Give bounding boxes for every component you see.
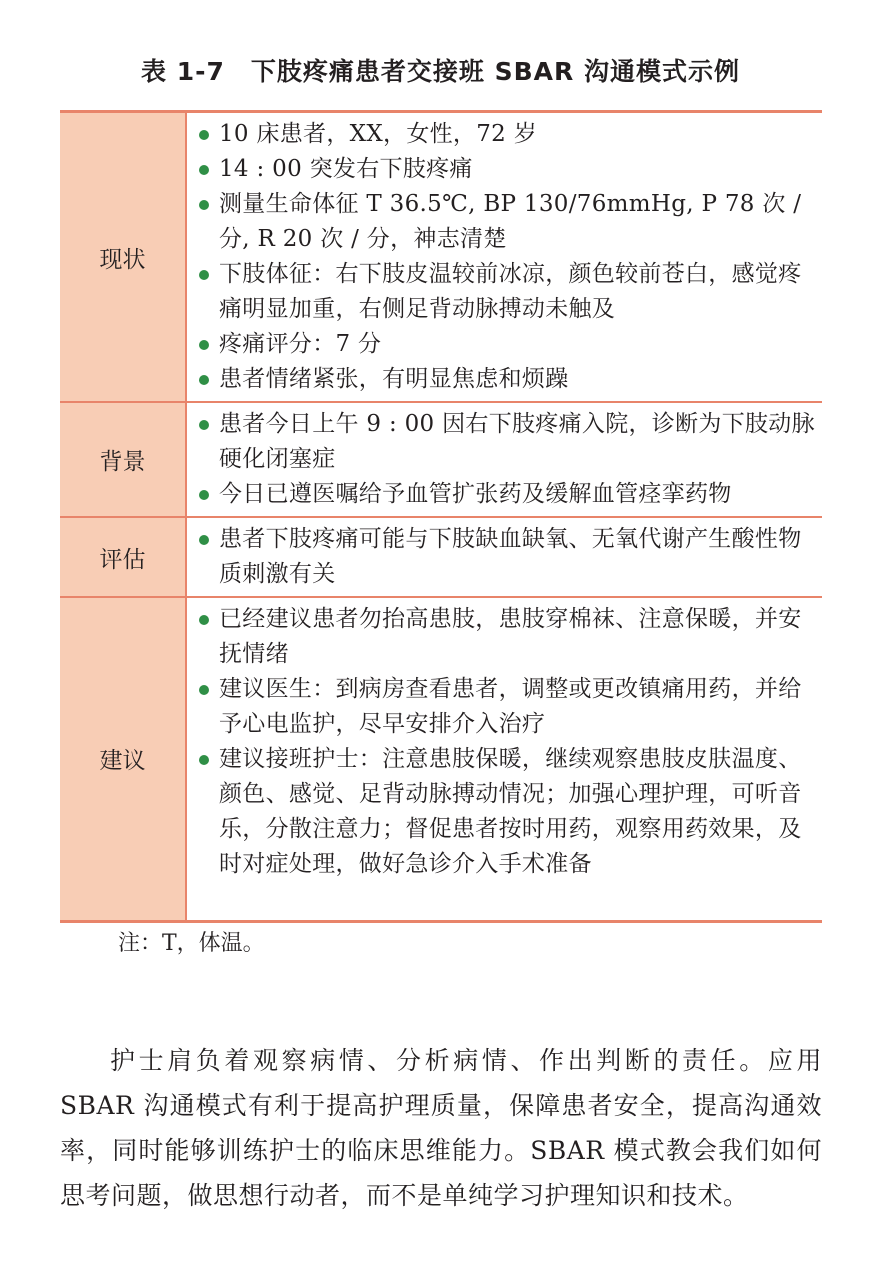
list-item: 今日已遵医嘱给予血管扩张药及缓解血管痉挛药物 (197, 477, 816, 512)
list-item: 患者下肢疼痛可能与下肢缺血缺氧、无氧代谢产生酸性物质刺激有关 (197, 522, 816, 592)
table-title: 下肢疼痛患者交接班 SBAR 沟通模式示例 (250, 57, 740, 86)
table-row-assessment (60, 517, 822, 597)
row-label-situation: 现状 (60, 112, 186, 403)
row-label-assessment: 评估 (60, 517, 186, 597)
row-label-recommendation: 建议 (60, 597, 186, 921)
table-row-recommendation (60, 597, 822, 921)
list-item: 疼痛评分：7 分 (197, 327, 816, 362)
list-item: 患者情绪紧张，有明显焦虑和烦躁 (197, 362, 816, 397)
table-caption (0, 52, 881, 88)
table-note: 注：T，体温。 (118, 931, 265, 956)
body-paragraph: 护士肩负着观察病情、分析病情、作出判断的责任。应用 SBAR 沟通模式有利于提高护理质量，保障患者安全，提高沟通效率，同时能够训练护士的临床思维能力。SBAR 模式教会我们如何思考问题，做思想行动者，而不是单纯学习护理知识和技术。 (60, 1046, 822, 1210)
sbar-table (60, 110, 822, 923)
list-item: 下肢体征：右下肢皮温较前冰凉，颜色较前苍白，感觉疼痛明显加重，右侧足背动脉搏动未触及 (197, 257, 816, 327)
row-content-situation (186, 112, 822, 403)
table-number: 表 1-7 (141, 57, 225, 86)
table-row-background (60, 402, 822, 517)
list-item: 建议医生：到病房查看患者，调整或更改镇痛用药，并给予心电监护，尽早安排介入治疗 (197, 672, 816, 742)
table-row-situation (60, 112, 822, 403)
list-item: 建议接班护士：注意患肢保暖，继续观察患肢皮肤温度、颜色、感觉、足背动脉搏动情况；加强心理护理，可听音乐，分散注意力；督促患者按时用药，观察用药效果，及时对症处理，做好急诊介入手术准备 (197, 742, 816, 882)
list-item: 患者今日上午 9 : 00 因右下肢疼痛入院，诊断为下肢动脉硬化闭塞症 (197, 407, 816, 477)
row-label-background: 背景 (60, 402, 186, 517)
list-item: 10 床患者，XX，女性，72 岁 (197, 117, 816, 152)
row-content-background (186, 402, 822, 517)
list-item: 已经建议患者勿抬高患肢，患肢穿棉袜、注意保暖，并安抚情绪 (197, 602, 816, 672)
row-content-recommendation (186, 597, 822, 921)
list-item: 14 : 00 突发右下肢疼痛 (197, 152, 816, 187)
row-content-assessment (186, 517, 822, 597)
list-item: 测量生命体征 T 36.5℃, BP 130/76mmHg, P 78 次 / 分, R 20 次 / 分，神志清楚 (197, 187, 816, 257)
